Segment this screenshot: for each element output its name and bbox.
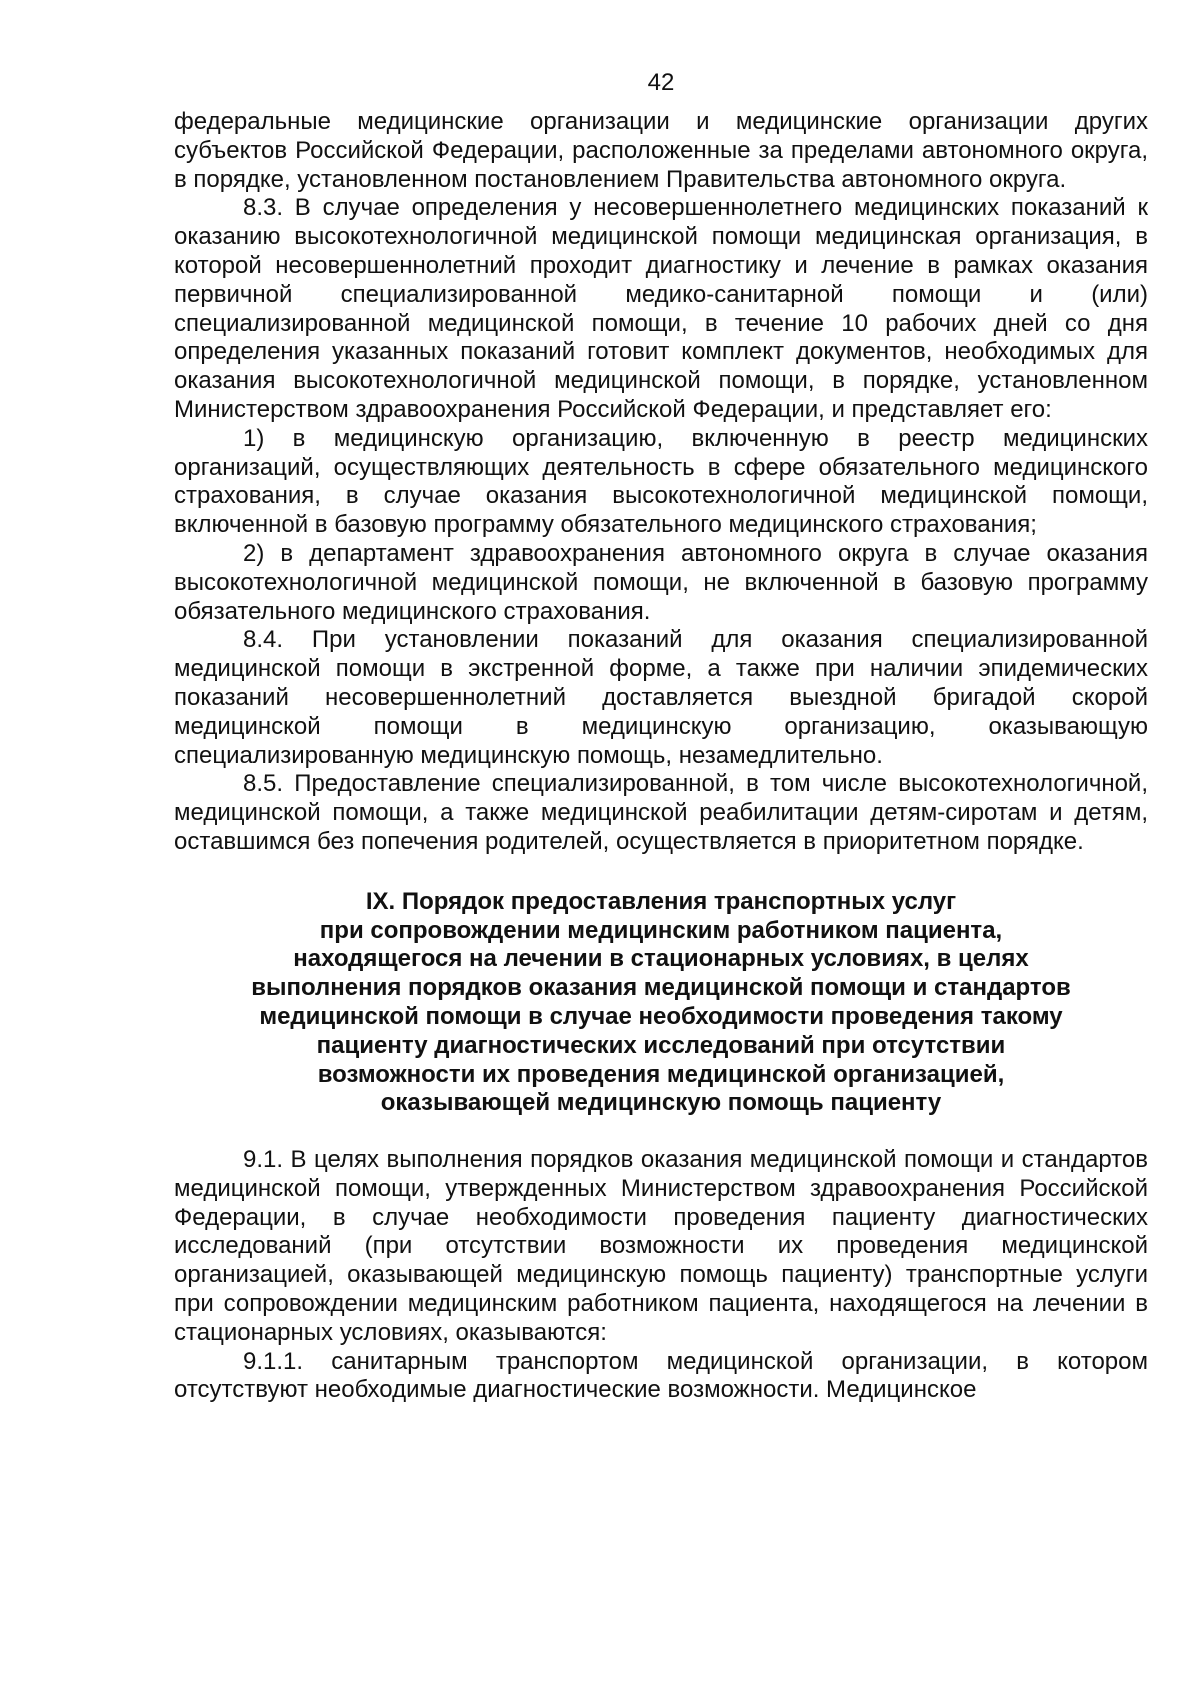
- heading-line: пациенту диагностических исследований при отсутствии: [316, 1031, 1006, 1059]
- paragraph-9-1: 9.1. В целях выполнения порядков оказания медицинской помощи и стандартов медицинской помощи, утвержденных Министерством здравоохранения Российской Федерации, в случае необходимости проведения пациенту диагностических исследований (при отсутствии возможности их проведения медицинской организацией, оказывающей медицинскую помощь пациенту) транспортные услуги при сопровождении медицинским работником пациента, находящегося на лечении в стационарных условиях, оказываются:: [174, 1146, 1148, 1346]
- document-page: [174, 68, 1148, 1405]
- section-ix-body: [174, 1146, 1148, 1405]
- heading-line: оказывающей медицинскую помощь пациенту: [380, 1089, 942, 1117]
- heading-line: возможности их проведения медицинской организацией,: [317, 1060, 1005, 1088]
- heading-line: медицинской помощи в случае необходимости проведения такому: [259, 1002, 1063, 1030]
- paragraph-9-1-1: 9.1.1. санитарным транспортом медицинской организации, в котором отсутствуют необходимые диагностические возможности. Медицинское: [174, 1347, 1148, 1404]
- heading-line: при сопровождении медицинским работником пациента,: [319, 916, 1003, 944]
- heading-line: находящегося на лечении в стационарных условиях, в целях: [293, 945, 1029, 973]
- page-number: 42: [647, 69, 675, 96]
- paragraph-8-3-item-2: 2) в департамент здравоохранения автономного округа в случае оказания высокотехнологичной медицинской помощи, не включенной в базовую программу обязательного медицинского страхования.: [174, 539, 1148, 625]
- paragraph-8-3: 8.3. В случае определения у несовершеннолетнего медицинских показаний к оказанию высокотехнологичной медицинской помощи медицинская организация, в которой несовершеннолетний проходит диагностику и лечение в рамках оказания первичной специализированной медико-санитарной помощи и (или) специализированной медицинской помощи, в течение 10 рабочих дней со дня определения указанных показаний готовит комплект документов, необходимых для оказания высокотехнологичной медицинской помощи, в порядке, установленном Министерством здравоохранения Российской Федерации, и представляет его:: [174, 194, 1148, 423]
- section-ix-heading: [174, 888, 1148, 1118]
- paragraph-8-3-item-1: 1) в медицинскую организацию, включенную в реестр медицинских организаций, осуществляющих деятельность в сфере обязательного медицинского страхования, в случае оказания высокотехнологичной медицинской помощи, включенной в базовую программу обязательного медицинского страхования;: [174, 424, 1148, 539]
- heading-line: выполнения порядков оказания медицинской помощи и стандартов: [251, 974, 1071, 1002]
- paragraph-8-5: 8.5. Предоставление специализированной, в том числе высокотехнологичной, медицинской помощи, а также медицинской реабилитации детям-сиротам и детям, оставшимся без попечения родителей, осуществляется в приоритетном порядке.: [174, 770, 1148, 855]
- section-viii-continuation: [174, 108, 1148, 857]
- paragraph-continuation: федеральные медицинские организации и медицинские организации других субъектов Российской Федерации, расположенные за пределами автономного округа, в порядке, установленном постановлением Правительства автономного округа.: [174, 108, 1148, 193]
- heading-line: IX. Порядок предоставления транспортных услуг: [365, 887, 957, 915]
- paragraph-8-4: 8.4. При установлении показаний для оказания специализированной медицинской помощи в экстренной форме, а также при наличии эпидемических показаний несовершеннолетний доставляется выездной бригадой скорой медицинской помощи в медицинскую организацию, оказывающую специализированную медицинскую помощь, незамедлительно.: [174, 626, 1148, 769]
